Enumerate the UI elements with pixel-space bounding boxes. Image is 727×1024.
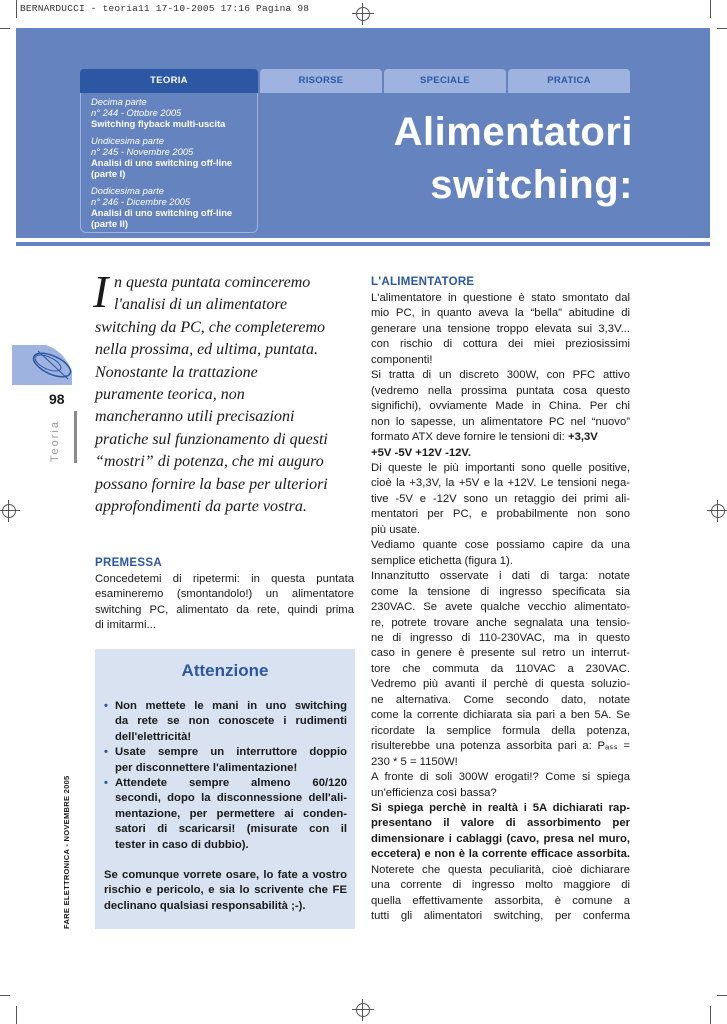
- lead-line: pratiche sul funzionamento di questi: [95, 430, 328, 448]
- premessa-heading: PREMESSA: [95, 557, 162, 569]
- crop-mark: [16, 1006, 17, 1024]
- text-line: L'alimentatore in questione è stato smontato dal: [371, 292, 630, 304]
- text-line: mio PC, in quanto aveva la “bella” abitudine di: [371, 307, 630, 320]
- series-item: [91, 185, 232, 229]
- series-item: [91, 135, 232, 179]
- text-line: secondi, dopo la disconnessione dell'ali-: [115, 792, 347, 805]
- text-line: eccetera) e non è la corrente efficace assorbita.: [371, 848, 630, 861]
- text-line: di imitarmi...: [95, 619, 156, 632]
- text-line: per disconnettere l'alimentazione!: [115, 761, 298, 774]
- tab-risorse[interactable]: RISORSE: [260, 69, 382, 93]
- text-line: mentatori per PC, e probabilmente non sono: [371, 508, 630, 521]
- text-line: come la tensione di ingresso specificata sia: [371, 585, 630, 598]
- text-line: generare una tensione troppo elevata sui 3,3V...: [371, 322, 630, 335]
- crop-mark: [710, 0, 711, 18]
- text-line: risulterebbe una potenza assorbita pari a: Pₐₛₛ =: [371, 740, 630, 753]
- lead-line: mancheranno utili precisazioni: [95, 408, 295, 426]
- warning-footer: [104, 868, 347, 914]
- lead-line: n questa puntata cominceremo: [114, 274, 311, 291]
- article-title: Alimentatori: [393, 110, 633, 154]
- text-line: significhi), ovviamente Made in China. Per chi: [371, 400, 630, 413]
- lead-line: puramente teorica, non: [95, 386, 245, 403]
- warning-item: [104, 699, 347, 745]
- page-number: 98: [49, 391, 65, 407]
- article-title: switching:: [430, 163, 633, 207]
- header-rule: [16, 242, 710, 246]
- crop-mark: [717, 995, 727, 996]
- text-line: dell'elettricità!: [115, 730, 192, 743]
- tab-speciale[interactable]: SPECIALE: [384, 69, 506, 93]
- registration-mark-icon: [352, 3, 374, 25]
- text-line: [371, 430, 630, 445]
- text-line: Si spiega perchè in realtà i 5A dichiarati rap-: [371, 801, 630, 814]
- crop-mark: [717, 28, 727, 29]
- text-line: presentano il valore di assorbimento per: [371, 817, 630, 830]
- text-line: Non mettete le mani in uno switching: [115, 700, 347, 712]
- section-label: Teoria: [49, 420, 61, 462]
- registration-mark-icon: [0, 500, 20, 522]
- crop-mark: [0, 995, 10, 996]
- tab-teoria[interactable]: TEORIA: [80, 69, 258, 93]
- text-line: Concedetemi di ripetermi: in questa puntata: [95, 573, 354, 585]
- text-line: Vedremo più avanti il perchè di questa soluzio-: [371, 678, 630, 691]
- text-line: ricordate la semplice formula della potenza,: [371, 724, 630, 737]
- lead-line: l'analisi di un alimentatore: [114, 296, 288, 314]
- text-line: componenti!: [371, 353, 433, 366]
- text-line: rischio e pericolo, e sia lo scrivente che FE: [104, 884, 347, 897]
- warning-box: [95, 649, 355, 929]
- text-line: switching PC, alimentato da rete, quindi prima: [95, 603, 354, 616]
- series-item: [91, 96, 225, 129]
- registration-mark-icon: [352, 999, 374, 1021]
- premessa-body: [95, 572, 354, 634]
- text-line: mentazione, per permettere ai conden-: [115, 807, 347, 820]
- lead-line: nella prossima, ed ultima, puntata.: [95, 341, 318, 359]
- text-line: satori di scaricarsi! (misurate con il: [115, 823, 347, 836]
- series-title: Analisi di uno switching off-line: [91, 207, 233, 218]
- lead-line: possano fornire la base per ulteriori: [95, 475, 328, 493]
- text-line: semplice etichetta (figura 1).: [371, 554, 513, 567]
- text-line: 230VAC. Se avete qualche vecchio alimentato-: [371, 601, 630, 614]
- text-line: un'efficienza così bassa?: [371, 786, 497, 799]
- text-line: da rete se non conoscete i rudimenti: [115, 715, 347, 728]
- dropcap: I: [93, 266, 109, 317]
- lead-line: switching da PC, che completeremo: [95, 318, 326, 336]
- lead-line: approfondimenti da parte vostra.: [95, 498, 307, 515]
- series-part: Dodicesima parte: [91, 185, 164, 196]
- text-line: [371, 446, 630, 461]
- voltage-list: +5V -5V +12V -12V.: [371, 446, 472, 459]
- tab-pratica[interactable]: PRATICA: [508, 69, 630, 93]
- text-line: Vediamo quante cose possiamo capire da una: [371, 539, 630, 552]
- section-bar: [74, 411, 77, 463]
- text-line: una corrente di ingresso molto maggiore di: [371, 879, 630, 892]
- warning-item: [104, 745, 347, 776]
- text-line: Usate sempre un interruttore doppio: [115, 746, 347, 759]
- text-line: quella effettivamente assorbita, è comune a: [371, 894, 630, 907]
- text-line: (vedremo nella prossima puntata cosa questo: [371, 384, 630, 397]
- text-line: declinano qualsiasi responsabilità ;-).: [104, 899, 306, 912]
- text-line: con rischio di cottura dei miei preziosissimi: [371, 338, 630, 351]
- text-line: A fronte di soli 300W erogati!? Come si spiega: [371, 771, 630, 784]
- series-title: Switching flyback multi-uscita: [91, 118, 226, 129]
- bullet-icon: •: [104, 746, 108, 759]
- voltage-list: +3,3V: [567, 431, 598, 444]
- text-line: non lo sapesse, un alimentatore PC nel “nuovo”: [371, 415, 630, 428]
- text-line: dimensionare i cablaggi (cavo, presa nel muro,: [371, 832, 630, 845]
- text-line: caso in genere è presente sul retro un interrut-: [371, 647, 630, 660]
- text-line: tore che commuta da 110VAC a 230VAC.: [371, 662, 630, 675]
- page-badge-icon: [12, 341, 78, 385]
- series-issue: n° 244 - Ottobre 2005: [91, 107, 182, 118]
- text-line: re, potrete trovare anche segnalata una tensio-: [371, 616, 630, 629]
- text-line: Noterete che questa peculiarità, cioè dichiarare: [371, 863, 630, 876]
- series-title: (parte I): [91, 168, 126, 179]
- text-line: come la corrente dichiarata sia pari a ben 5A. Se: [371, 709, 630, 722]
- series-box: [80, 93, 258, 233]
- series-title: Analisi di uno switching off-line: [91, 157, 233, 168]
- text-line: 230 * 5 = 1150W!: [371, 755, 458, 768]
- series-part: Decima parte: [91, 96, 147, 107]
- text-line: ne di ingresso di 110-230VAC, ma in questo: [371, 631, 630, 644]
- warning-item: [104, 776, 347, 853]
- text-run: formato ATX deve fornire le tensioni di:: [371, 431, 565, 444]
- text-line: esamineremo (smontandolo!) un alimentatore: [95, 588, 354, 601]
- series-title: (parte II): [91, 218, 128, 229]
- text-line: tive -5V e -12V sono un retaggio dei primi ali-: [371, 492, 630, 505]
- registration-mark-icon: [707, 500, 727, 522]
- text-line: più usate.: [371, 523, 420, 536]
- text-line: tester in caso di dubbio).: [115, 838, 249, 851]
- text-line: Innanzitutto osservate i dati di targa: notate: [371, 570, 630, 583]
- text-line: Si tratta di un discreto 300W, con PFC attivo: [371, 369, 630, 382]
- crop-mark: [16, 0, 17, 18]
- text-line: tutti gli alimentatori switching, per conferma: [371, 910, 630, 923]
- text-line: Se comunque vorrete osare, lo fate a vostro: [104, 869, 347, 881]
- crop-mark: [710, 1006, 711, 1024]
- series-issue: n° 246 - Dicembre 2005: [91, 196, 191, 207]
- alimentatore-body: [371, 291, 630, 925]
- bullet-icon: •: [104, 700, 108, 712]
- lead-line: Nonostante la trattazione: [95, 363, 258, 381]
- series-issue: n° 245 - Novembre 2005: [91, 146, 194, 157]
- warning-list: [104, 699, 347, 853]
- text-line: cioè la +3,3V, la +5V e la +12V. Le tensioni nega-: [371, 477, 630, 490]
- warning-title: Attenzione: [181, 661, 269, 680]
- text-line: Di queste le più importanti sono quelle positive,: [371, 461, 630, 474]
- print-slug: BERNARDUCCI - teoria11 17-10-2005 17:16 Pagina 98: [20, 3, 310, 14]
- series-part: Undicesima parte: [91, 135, 164, 146]
- issue-label: FARE ELETTRONICA - NOVEMBRE 2005: [62, 775, 71, 929]
- text-line: ne alternativa. Come secondo dato, notate: [371, 693, 630, 706]
- alimentatore-heading: L'ALIMENTATORE: [371, 276, 475, 288]
- lead-line: “mostri” di potenza, che mi auguro: [95, 453, 324, 471]
- text-line: Attendete sempre almeno 60/120: [115, 777, 347, 790]
- crop-mark: [0, 28, 10, 29]
- bullet-icon: •: [104, 777, 108, 790]
